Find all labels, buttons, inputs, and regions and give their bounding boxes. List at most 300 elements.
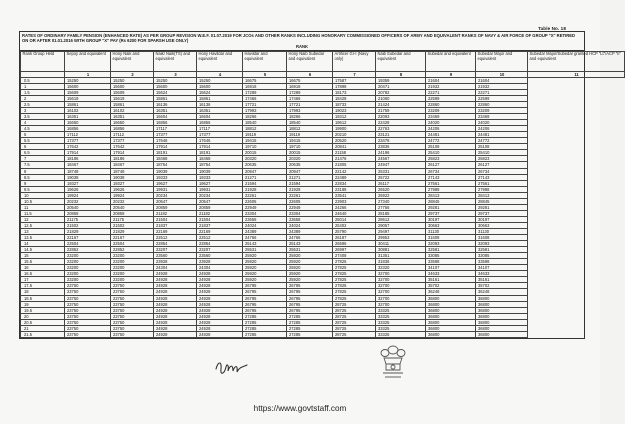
pension-value-cell: 25143 (243, 241, 287, 247)
pension-rates-table (20, 51, 625, 338)
pension-value-cell: 25920 (287, 265, 333, 271)
pension-value-cell: 17112 (111, 132, 154, 138)
pension-value-cell: 36800 (476, 325, 528, 331)
pension-value-cell: 24928 (154, 325, 197, 331)
pension-value-cell: 25920 (243, 253, 287, 259)
pension-value-cell: 35161 (426, 277, 476, 283)
pension-value-cell: 19359 (376, 77, 426, 83)
pension-value-cell: 22949 (287, 204, 333, 210)
rank-group-cell: 10 (21, 192, 65, 198)
pension-value-cell: 16856 (154, 120, 197, 126)
pension-value-cell: 20234 (154, 192, 197, 198)
pension-value-cell: 15600 (154, 83, 197, 89)
pension-value-cell: 23750 (65, 289, 111, 295)
pension-value-cell: 33085 (426, 253, 476, 259)
pension-value-cell: 21182 (197, 210, 243, 216)
pension-value-cell: 16918 (287, 83, 333, 89)
pension-value-cell: 15609 (65, 89, 111, 95)
pension-value-cell: 22860 (476, 102, 528, 108)
pension-value-cell: 25920 (243, 259, 287, 265)
pension-value-cell: 32093 (426, 241, 476, 247)
pension-value-cell: 32320 (376, 265, 426, 271)
pension-value-cell: 26187 (333, 235, 376, 241)
pension-value-cell: 23928 (154, 259, 197, 265)
column-header: Naib Subedar and equivalent (376, 51, 426, 71)
pension-value-cell: 26520 (376, 186, 426, 192)
pension-value-cell: 32700 (376, 301, 426, 307)
pension-value-cell: 28725 (333, 319, 376, 325)
pension-value-cell: 21424 (376, 102, 426, 108)
pension-value-cell: 36800 (476, 313, 528, 319)
pension-value-cell: 19931 (154, 186, 197, 192)
table-body (21, 71, 625, 337)
pension-value-cell: 27340 (376, 198, 426, 204)
pension-value-cell: 32700 (376, 295, 426, 301)
pension-value-cell: 17914 (197, 144, 243, 150)
pension-value-cell: 24928 (154, 289, 197, 295)
pension-value-cell: 20015 (287, 150, 333, 156)
rank-group-cell: 4 (21, 120, 65, 126)
pension-value-cell: 19038 (65, 174, 111, 180)
pension-value-cell: 16351 (111, 114, 154, 120)
pension-value-cell: 17377 (154, 132, 197, 138)
pension-value-cell: 25531 (287, 247, 333, 253)
pension-value-cell: 16856 (111, 126, 154, 132)
pension-value-cell: 17377 (111, 138, 154, 144)
column-index: 10 (476, 71, 528, 77)
pension-value-cell: 17642 (111, 144, 154, 150)
pension-value-cell: 23658 (243, 216, 287, 222)
pension-value-cell: 34633 (426, 271, 476, 277)
rank-group-cell: 17 (21, 277, 65, 283)
pension-value-cell: 23750 (111, 331, 154, 337)
pension-value-cell: 21604 (426, 77, 476, 83)
column-index: 11 (528, 71, 625, 77)
pension-value-cell: 36800 (426, 301, 476, 307)
pension-value-cell: 23209 (476, 108, 528, 114)
pension-value-cell: 29497 (376, 229, 426, 235)
pension-value-cell: 23469 (476, 114, 528, 120)
pension-value-cell: 28725 (333, 313, 376, 319)
pension-value-cell: 19710 (287, 144, 333, 150)
pension-value-cell: 19312 (333, 114, 376, 120)
pension-value-cell: 17117 (197, 126, 243, 132)
pension-value-cell: 25790 (333, 229, 376, 235)
pension-value-cell: 27285 (287, 325, 333, 331)
pension-value-cell: 27988 (426, 186, 476, 192)
pension-value-cell: 22512 (197, 235, 243, 241)
pension-value-cell: 23200 (65, 277, 111, 283)
pension-value-cell: 23750 (65, 331, 111, 337)
pension-value-cell: 19924 (111, 192, 154, 198)
pension-value-cell: 27825 (333, 265, 376, 271)
table-number: Table No. 18 (538, 26, 566, 31)
pension-value-cell: 23304 (287, 210, 333, 216)
pension-value-cell: 23560 (154, 253, 197, 259)
pension-value-cell: 16102 (65, 108, 111, 114)
pension-value-cell: 15861 (197, 95, 243, 101)
pension-value-cell: 20859 (154, 204, 197, 210)
pension-value-cell: 21604 (476, 77, 528, 83)
pension-value-cell: 23207 (154, 247, 197, 253)
pension-value-cell: 23750 (111, 325, 154, 331)
pension-value-cell: 15624 (197, 89, 243, 95)
pension-value-cell: 22142 (333, 168, 376, 174)
pension-value-cell: 17898 (333, 83, 376, 89)
pension-value-cell: 26795 (243, 307, 287, 313)
pension-value-cell: 19415 (243, 138, 287, 144)
rank-group-cell: 11 (21, 204, 65, 210)
pension-value-cell: 24640 (333, 210, 376, 216)
pension-value-cell: 22852 (111, 247, 154, 253)
pension-value-cell: 19710 (243, 144, 287, 150)
pension-value-cell: 30663 (476, 222, 528, 228)
pension-value-cell: 22949 (243, 204, 287, 210)
pension-value-cell: 32700 (376, 277, 426, 283)
pension-value-cell: 27285 (287, 313, 333, 319)
pension-value-cell: 27285 (287, 331, 333, 337)
rank-group-cell: 21 (21, 325, 65, 331)
emblem-icon (376, 342, 410, 384)
pension-value-cell: 26127 (426, 162, 476, 168)
rank-group-cell: 13 (21, 229, 65, 235)
pension-value-cell: 36800 (476, 331, 528, 337)
pension-value-cell: 20320 (287, 156, 333, 162)
pension-value-cell: 20635 (287, 162, 333, 168)
pension-value-cell: 26795 (287, 283, 333, 289)
pension-value-cell: 16856 (65, 126, 111, 132)
rank-group-cell: 15 (21, 253, 65, 259)
pension-value-cell: 17289 (287, 89, 333, 95)
pension-value-cell: 26734 (426, 168, 476, 174)
rank-group-cell: 7.5 (21, 162, 65, 168)
pension-value-cell: 24928 (197, 289, 243, 295)
rank-group-cell: 3.5 (21, 114, 65, 120)
pension-value-cell: 17117 (154, 126, 197, 132)
pension-value-cell: 18468 (154, 156, 197, 162)
pension-value-cell: 18467 (111, 162, 154, 168)
pension-value-cell: 25823 (476, 156, 528, 162)
rank-group-cell: 11.5 (21, 210, 65, 216)
pension-value-cell: 27143 (476, 174, 528, 180)
pension-value-cell: 27825 (333, 289, 376, 295)
pension-value-cell: 25920 (243, 271, 287, 277)
pension-value-cell: 23750 (65, 313, 111, 319)
pension-value-cell: 21594 (287, 180, 333, 186)
rank-group-cell: 6.5 (21, 150, 65, 156)
pension-value-cell: 24928 (154, 277, 197, 283)
pension-value-cell: 23750 (111, 307, 154, 313)
pension-value-cell: 23200 (111, 277, 154, 283)
rank-group-cell: 10.5 (21, 198, 65, 204)
pension-value-cell: 23750 (65, 283, 111, 289)
pension-value-cell: 26734 (476, 168, 528, 174)
pension-value-cell: 24947 (376, 162, 426, 168)
pension-value-cell: 23658 (287, 216, 333, 222)
pension-value-cell: 31130 (426, 229, 476, 235)
pension-value-cell: 21175 (111, 216, 154, 222)
pension-value-cell: 35702 (426, 283, 476, 289)
pension-value-cell: 23200 (111, 253, 154, 259)
pension-value-cell: 23200 (65, 271, 111, 277)
pension-value-cell: 23200 (65, 253, 111, 259)
pension-value-cell: 16351 (197, 108, 243, 114)
pension-value-cell: 29057 (376, 222, 426, 228)
pension-value-cell: 24928 (197, 277, 243, 283)
pension-value-cell: 18191 (197, 150, 243, 156)
pension-value-cell: 21502 (65, 222, 111, 228)
table-title (20, 32, 584, 51)
pension-value-cell: 18733 (333, 102, 376, 108)
pension-value-cell: 24772 (476, 138, 528, 144)
pension-value-cell: 18540 (287, 120, 333, 126)
pension-value-cell: 33325 (376, 331, 426, 337)
pension-value-cell: 25531 (243, 247, 287, 253)
pension-value-cell: 29281 (476, 204, 528, 210)
pension-value-cell: 24928 (197, 307, 243, 313)
pension-value-cell: 29281 (426, 204, 476, 210)
pension-value-cell: 24928 (154, 283, 197, 289)
pension-value-cell: 23200 (65, 259, 111, 265)
rank-group-cell: 14.5 (21, 247, 65, 253)
pension-value-cell: 24928 (197, 325, 243, 331)
pension-value-cell: 36800 (426, 313, 476, 319)
pension-value-cell: 23750 (111, 289, 154, 295)
pension-value-cell: 15600 (111, 83, 154, 89)
pension-value-cell: 24766 (287, 235, 333, 241)
pension-value-cell: 18266 (287, 114, 333, 120)
pension-value-cell: 21932 (426, 83, 476, 89)
pension-value-cell: 17646 (154, 138, 197, 144)
pension-value-cell: 25823 (426, 156, 476, 162)
pension-value-cell: 29737 (426, 210, 476, 216)
pension-value-cell: 21829 (65, 229, 111, 235)
pension-value-cell: 28612 (376, 216, 426, 222)
pension-value-cell: 19333 (197, 174, 243, 180)
rank-group-cell: 9.5 (21, 186, 65, 192)
pension-value-cell: 23188 (333, 186, 376, 192)
pension-value-cell: 26795 (287, 301, 333, 307)
pension-value-cell: 31130 (476, 229, 528, 235)
pension-value-cell: 19119 (243, 132, 287, 138)
pension-value-cell: 16604 (197, 114, 243, 120)
pension-value-cell: 18748 (111, 168, 154, 174)
pension-value-cell: 33598 (426, 259, 476, 265)
pension-value-cell: 20947 (287, 168, 333, 174)
pension-value-cell: 32093 (476, 241, 528, 247)
pension-value-cell: 15609 (111, 89, 154, 95)
pension-value-cell: 28185 (376, 210, 426, 216)
pension-value-cell: 36800 (426, 295, 476, 301)
pension-value-cell: 21158 (333, 150, 376, 156)
pension-value-cell: 22169 (197, 229, 243, 235)
pension-value-cell: 26997 (333, 247, 376, 253)
pension-value-cell: 32700 (376, 271, 426, 277)
pension-value-cell: 18467 (65, 162, 111, 168)
pension-value-cell: 17914 (65, 150, 111, 156)
pension-value-cell: 24481 (476, 132, 528, 138)
pension-value-cell: 21504 (154, 216, 197, 222)
pension-value-cell: 20210 (333, 132, 376, 138)
pension-value-cell: 26795 (243, 283, 287, 289)
pension-value-cell: 17377 (197, 132, 243, 138)
pension-value-cell: 16650 (65, 120, 111, 126)
pension-value-cell: 23207 (197, 247, 243, 253)
pension-value-cell: 24928 (197, 331, 243, 337)
pension-value-cell: 28413 (476, 192, 528, 198)
pension-value-cell: 26127 (476, 162, 528, 168)
pension-value-cell: 35702 (476, 283, 528, 289)
pension-value-cell: 33325 (376, 319, 426, 325)
pension-value-cell: 22261 (243, 192, 287, 198)
rank-group-cell: 8 (21, 168, 65, 174)
pension-value-cell: 36800 (476, 319, 528, 325)
pension-value-cell: 23928 (197, 259, 243, 265)
pension-value-cell: 22599 (426, 95, 476, 101)
pension-value-cell: 24928 (197, 271, 243, 277)
rank-group-cell: 6 (21, 144, 65, 150)
rank-group-cell: 19 (21, 301, 65, 307)
rank-group-cell: 5.5 (21, 138, 65, 144)
column-index: 5 (243, 71, 287, 77)
pension-value-cell: 31608 (476, 235, 528, 241)
pension-value-cell: 21928 (243, 186, 287, 192)
pension-value-cell: 23200 (65, 265, 111, 271)
rank-group-cell: 16.5 (21, 271, 65, 277)
pension-value-cell: 19627 (197, 180, 243, 186)
pension-value-cell: 18173 (333, 89, 376, 95)
pension-value-cell: 19038 (111, 174, 154, 180)
pension-value-cell: 24772 (426, 138, 476, 144)
pension-value-cell: 36800 (426, 319, 476, 325)
pension-value-cell: 16102 (111, 108, 154, 114)
pension-value-cell: 16918 (243, 83, 287, 89)
rank-group-cell: 1 (21, 83, 65, 89)
pension-value-cell: 30663 (426, 222, 476, 228)
pension-value-cell: 21805 (333, 162, 376, 168)
pension-value-cell: 15600 (65, 83, 111, 89)
pension-value-cell: 16604 (154, 114, 197, 120)
pension-value-cell: 15619 (65, 95, 111, 101)
column-header: Subedar and equivalent (426, 51, 476, 71)
column-header: Rank Group Held (21, 51, 65, 71)
column-header: Hony Naib Subedar and equivalent (287, 51, 333, 71)
pension-value-cell: 27285 (243, 313, 287, 319)
pension-value-cell: 27285 (243, 325, 287, 331)
pension-value-cell: 36800 (426, 325, 476, 331)
pension-value-cell: 23200 (111, 265, 154, 271)
pension-value-cell: 21476 (333, 156, 376, 162)
pension-value-cell: 24928 (197, 313, 243, 319)
pension-value-cell: 23750 (65, 295, 111, 301)
pension-value-cell: 15250 (111, 77, 154, 83)
pension-value-cell: 24266 (333, 204, 376, 210)
pension-value-cell: 22167 (65, 235, 111, 241)
pension-value-cell: 26795 (243, 301, 287, 307)
pension-value-cell: 24928 (154, 295, 197, 301)
column-header: Hony Naik and equivalent (111, 51, 154, 71)
rank-group-cell: 12 (21, 216, 65, 222)
column-header: Havildar and equivalent (243, 51, 287, 71)
rank-group-cell: 20 (21, 313, 65, 319)
rank-group-cell: 9 (21, 180, 65, 186)
pension-value-cell: 22605 (243, 198, 287, 204)
pension-value-cell: 21837 (154, 222, 197, 228)
pension-value-cell: 20232 (111, 198, 154, 204)
signature-mark (212, 353, 252, 381)
pension-value-cell: 17377 (65, 138, 111, 144)
pension-value-cell: 22093 (376, 114, 426, 120)
pension-value-cell: 16675 (287, 77, 333, 83)
pension-value-cell: 27825 (333, 295, 376, 301)
pension-value-cell: 24020 (476, 120, 528, 126)
pension-value-cell: 27408 (333, 253, 376, 259)
pension-value-cell: 17993 (243, 108, 287, 114)
rank-group-cell: 18 (21, 289, 65, 295)
pension-value-cell: 15624 (154, 89, 197, 95)
pension-value-cell: 25920 (287, 277, 333, 283)
rank-group-cell: 20.5 (21, 319, 65, 325)
table-subtitle: RANK (295, 43, 309, 49)
pension-value-cell: 27988 (476, 186, 528, 192)
pension-value-cell: 26795 (287, 307, 333, 313)
pension-value-cell: 22834 (333, 180, 376, 186)
pension-value-cell: 24928 (154, 301, 197, 307)
pension-value-cell: 19626 (111, 186, 154, 192)
pension-value-cell: 17587 (333, 77, 376, 83)
pension-value-cell: 17914 (111, 150, 154, 156)
pension-value-cell: 30197 (426, 216, 476, 222)
pension-value-cell: 19627 (154, 180, 197, 186)
rank-group-cell: 0.5 (21, 77, 65, 83)
column-index: 1 (65, 71, 111, 77)
pension-value-cell: 28725 (333, 301, 376, 307)
pension-value-cell: 27143 (426, 174, 476, 180)
pension-value-cell: 24766 (243, 235, 287, 241)
pension-value-cell: 22271 (426, 89, 476, 95)
pension-value-cell: 23200 (111, 271, 154, 277)
pension-value-cell: 22167 (111, 235, 154, 241)
pension-value-cell: 15250 (65, 77, 111, 83)
pension-value-cell: 29737 (476, 210, 528, 216)
pension-value-cell: 24206 (476, 126, 528, 132)
pension-value-cell: 30197 (476, 216, 528, 222)
pension-value-cell: 18540 (243, 120, 287, 126)
pension-value-cell: 30881 (376, 247, 426, 253)
pension-value-cell: 20635 (243, 162, 287, 168)
pension-value-cell: 19931 (197, 186, 243, 192)
pension-value-cell: 22599 (476, 95, 528, 101)
pension-value-cell: 26795 (287, 289, 333, 295)
pension-table-sheet (19, 31, 621, 339)
pension-value-cell: 16650 (111, 120, 154, 126)
pension-value-cell: 24304 (154, 265, 197, 271)
pension-value-cell: 23750 (111, 295, 154, 301)
pension-value-cell: 23121 (376, 132, 426, 138)
pension-value-cell: 22852 (65, 247, 111, 253)
pension-value-cell: 33325 (376, 325, 426, 331)
pension-value-cell: 15250 (197, 77, 243, 83)
pension-value-cell: 18812 (243, 126, 287, 132)
column-header: Hony Havildar and equivalent (197, 51, 243, 71)
pension-value-cell: 23541 (333, 192, 376, 198)
pension-value-cell: 23750 (111, 319, 154, 325)
pension-value-cell: 21928 (287, 186, 333, 192)
rank-group-cell: 19.5 (21, 307, 65, 313)
pension-value-cell: 19924 (65, 192, 111, 198)
pension-value-cell: 21837 (197, 222, 243, 228)
pension-value-cell: 27756 (376, 204, 426, 210)
